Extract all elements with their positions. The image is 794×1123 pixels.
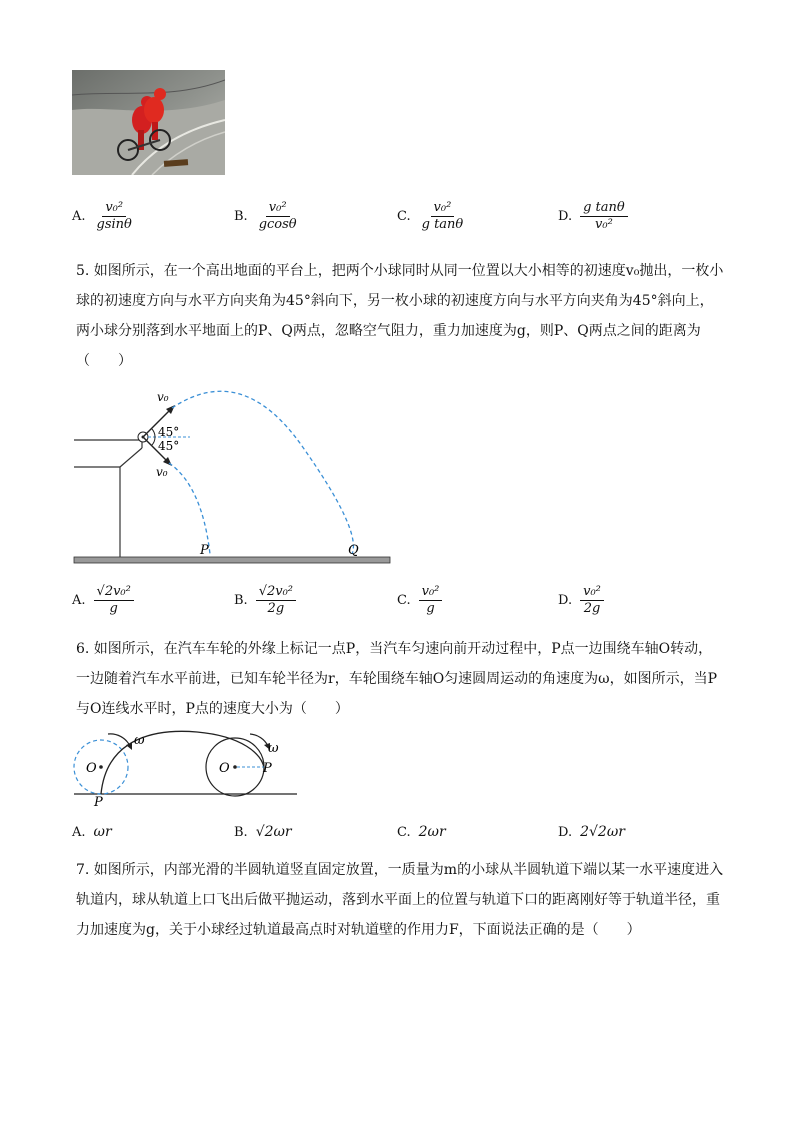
q6-fig-O-right: O <box>219 761 230 776</box>
q6-fig-P-left: P <box>94 795 103 809</box>
q6-fig-omega-right: ω <box>268 741 279 756</box>
q4-options <box>72 196 732 236</box>
q5-option-a[interactable]: A. $\frac{\text{√2v₀²}}{g}$ <box>72 580 134 620</box>
q5-option-c[interactable]: C. $\frac{\text{v₀²}}{g}$ <box>397 580 442 620</box>
q5-fig-angle-top: 45° <box>158 425 180 439</box>
q4-option-d[interactable]: D. $\frac{\text{g tanθ}}{\text{v₀²}}$ <box>558 196 628 236</box>
q6-option-b[interactable]: B. √2ωr <box>234 824 292 840</box>
q5-option-b[interactable]: B. $\frac{\text{√2v₀²}}{2g}$ <box>234 580 296 620</box>
q7-text: 7. 如图所示，内部光滑的半圆轨道竖直固定放置，一质量为m的小球从半圆轨道下端以某一水平速度进入轨道内，球从轨道上口飞出后做平抛运动，落到水平面上的位置与轨道下口的距离刚好等于轨道半径，重力加速度为g，关于小球经过轨道最高点时对轨道壁的作用力F，下面说法正确的是（ ） <box>76 862 724 938</box>
q5-fig-angle-bottom: 45° <box>158 439 180 453</box>
q5-option-d[interactable]: D. $\frac{\text{v₀²}}{2g}$ <box>558 580 604 620</box>
q5-text: 5. 如图所示，在一个高出地面的平台上，把两个小球同时从同一位置以大小相等的初速度v₀抛出，一枚小球的初速度方向与水平方向夹角为45°斜向下，另一枚小球的初速度方向与水平方向夹角为45°斜向上，两小球分别落到水平地面上的P、Q两点，忽略空气阻力，重力加速度为g，则P、Q两点之间的距离为（ ） <box>76 263 724 369</box>
q5-options <box>72 580 732 620</box>
q5-figure <box>72 386 392 566</box>
q5-fig-v0-bottom: v₀ <box>156 465 168 479</box>
q6-options <box>72 812 732 852</box>
q4-option-b[interactable]: B. $\frac{\text{v₀²}}{gcos\theta}$ <box>234 199 297 232</box>
q5-fig-v0-top: v₀ <box>157 390 169 404</box>
q6-option-c[interactable]: C. 2ωr <box>397 824 446 840</box>
cyclists-photo <box>72 70 225 175</box>
q5-fig-P: P <box>200 543 209 558</box>
q6-figure <box>72 724 302 809</box>
q6-fig-omega-left: ω <box>134 733 145 748</box>
q4-option-c[interactable]: C. $\frac{\text{v₀²}}{\text{g tanθ}}$ <box>397 199 464 232</box>
q6-option-d[interactable]: D. 2√2ωr <box>558 824 625 840</box>
q6-fig-P-right: P <box>263 761 272 776</box>
q5-fig-Q: Q <box>348 543 359 558</box>
q6-option-a[interactable]: A. ωr <box>72 824 112 840</box>
q6-text: 6. 如图所示，在汽车车轮的外缘上标记一点P，当汽车匀速向前开动过程中，P点一边围绕车轴O转动，一边随着汽车水平前进，已知车轮半径为r，车轮围绕车轴O匀速圆周运动的角速度为ω，如图所示，当P与O连线水平时，P点的速度大小为（ ） <box>76 641 718 717</box>
q6-fig-O-left: O <box>86 761 97 776</box>
q4-option-a[interactable]: A. $\frac{\text{v₀²}}{gsin\theta}$ <box>72 199 132 232</box>
